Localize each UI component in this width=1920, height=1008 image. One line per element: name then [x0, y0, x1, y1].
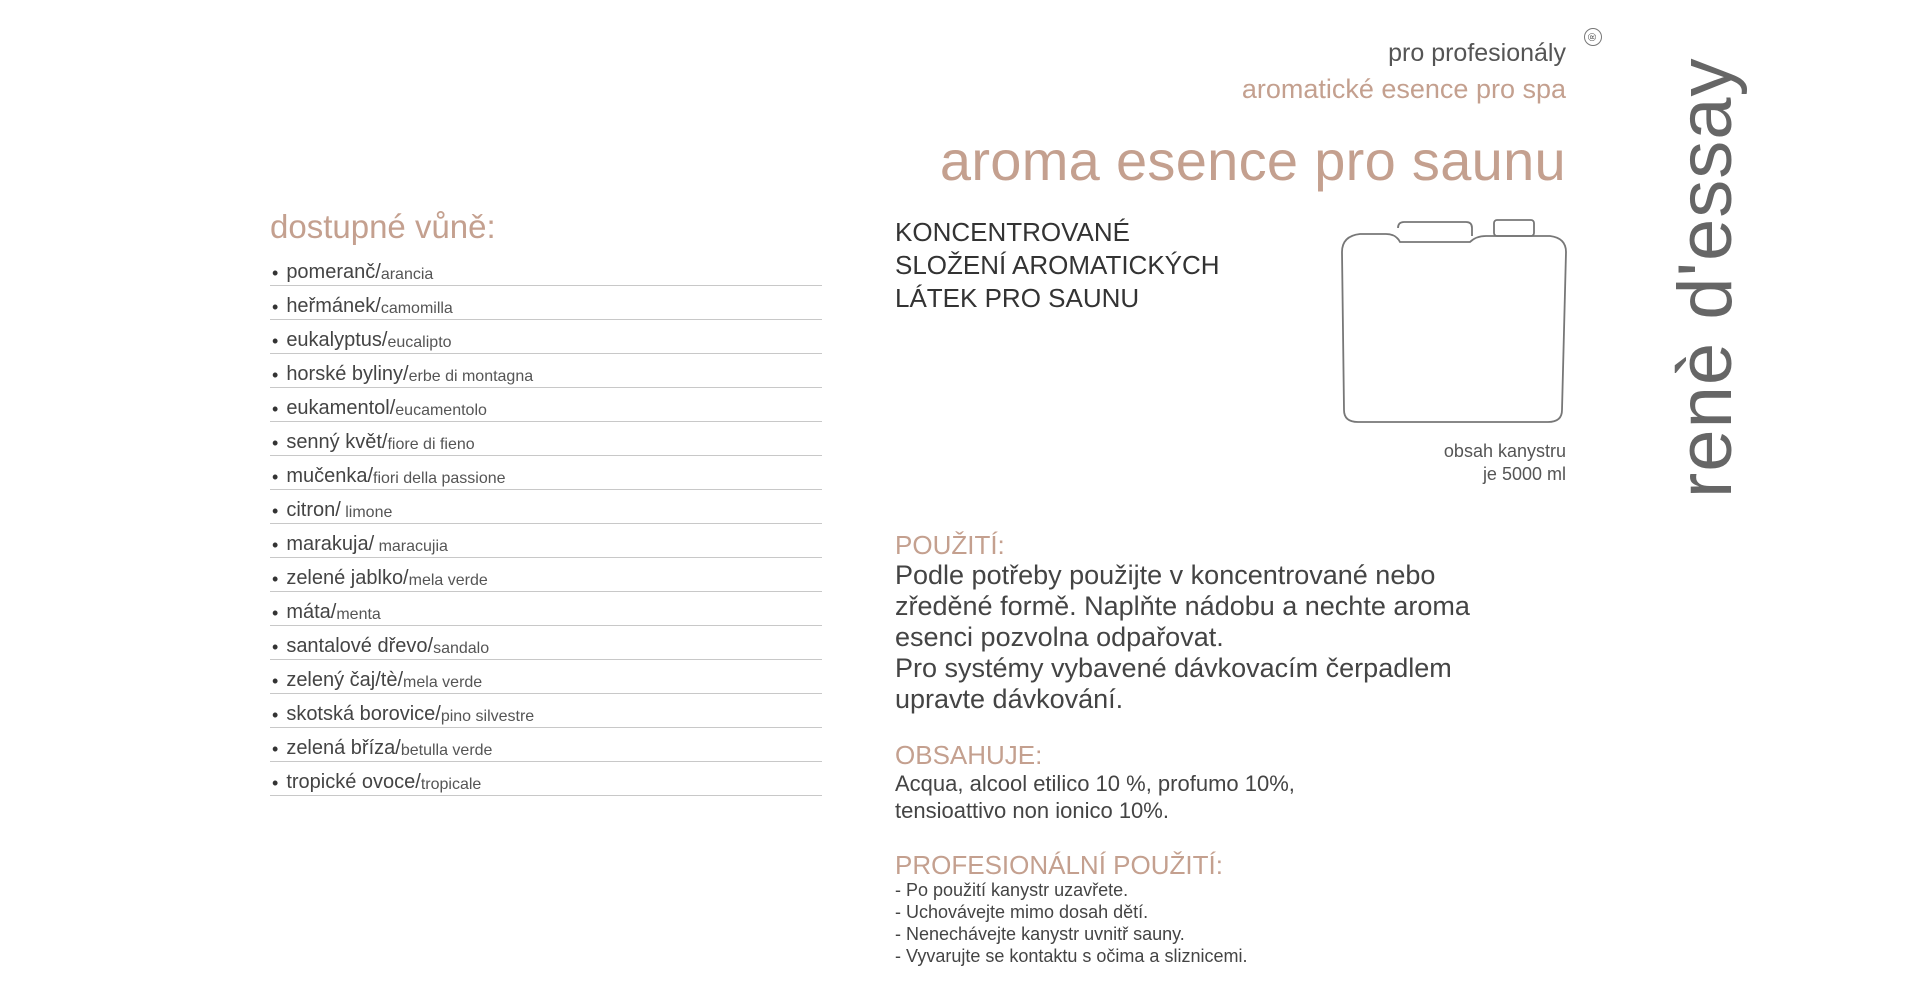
scent-translation: mela verde — [408, 572, 488, 589]
tagline-professionals: pro profesionály — [1388, 39, 1566, 67]
scent-name: horské byliny/ — [286, 363, 409, 385]
scent-item — [270, 524, 822, 558]
scent-translation: camomilla — [380, 300, 453, 317]
scent-item — [270, 286, 822, 320]
usage-heading: POUŽITÍ: — [895, 530, 1005, 560]
usage-line: zředěné formě. Naplňte nádobu a nechte aroma — [895, 591, 1470, 621]
scent-translation: fiori della passione — [373, 470, 506, 487]
scent-name: skotská borovice/ — [286, 703, 441, 725]
scent-item — [270, 252, 822, 286]
volume-line: obsah kanystru — [1443, 441, 1566, 461]
scent-item — [270, 660, 822, 694]
canister-volume — [1444, 440, 1566, 486]
bullet: • — [272, 535, 279, 555]
bullet: • — [272, 297, 279, 317]
bullet: • — [272, 773, 279, 793]
scent-translation: arancia — [380, 266, 434, 283]
usage-line: Podle potřeby použijte v koncentrované nebo — [895, 560, 1436, 590]
concentrate-line: LÁTEK PRO SAUNU — [895, 283, 1140, 313]
scent-item — [270, 592, 822, 626]
usage-line: upravte dávkování. — [895, 684, 1124, 714]
bullet: • — [272, 671, 279, 691]
scent-translation: tropicale — [420, 776, 482, 793]
scent-list — [270, 252, 822, 796]
usage-line: esenci pozvolna odpařovat. — [895, 622, 1224, 652]
scent-name: citron/ — [286, 499, 341, 521]
professional-use-heading: PROFESIONÁLNÍ POUŽITÍ: — [895, 850, 1223, 880]
scent-name: tropické ovoce/ — [286, 771, 421, 793]
page-title: aroma esence pro saunu — [939, 129, 1566, 192]
bullet: • — [272, 603, 279, 623]
scents-heading: dostupné vůně: — [270, 208, 496, 245]
scent-translation: erbe di montagna — [408, 368, 534, 385]
contains-heading: OBSAHUJE: — [895, 740, 1043, 770]
bullet: • — [272, 705, 279, 725]
professional-use-item: - Vyvarujte se kontaktu s očima a sliznicemi. — [895, 946, 1248, 966]
canister-icon — [1336, 216, 1572, 433]
scent-name: marakuja/ — [286, 533, 375, 555]
bullet: • — [272, 501, 279, 521]
scent-translation: eucamentolo — [395, 402, 487, 419]
scent-name: zelený čaj/tè/ — [286, 669, 404, 691]
concentrate-description — [895, 216, 1220, 315]
scent-item — [270, 490, 822, 524]
concentrate-line: KONCENTROVANÉ — [895, 217, 1130, 247]
scent-item — [270, 694, 822, 728]
scent-name: máta/ — [286, 601, 337, 623]
scent-name: heřmánek/ — [286, 295, 381, 317]
scent-translation: maracujia — [374, 538, 448, 555]
scent-translation: fiore di fieno — [387, 436, 475, 453]
registered-mark: ® — [1584, 28, 1602, 46]
scent-item — [270, 422, 822, 456]
scent-translation: limone — [340, 504, 393, 521]
professional-use-item: - Po použití kanystr uzavřete. — [895, 880, 1129, 900]
scent-name: senný květ/ — [286, 431, 388, 453]
volume-line: je 5000 ml — [1482, 464, 1566, 484]
header-tagline — [1242, 36, 1566, 108]
scent-item — [270, 728, 822, 762]
scent-item — [270, 762, 822, 796]
bullet: • — [272, 637, 279, 657]
tagline-spa-essences: aromatické esence pro spa — [1241, 74, 1566, 104]
contains-text — [895, 770, 1295, 824]
scent-name: eukalyptus/ — [286, 329, 388, 351]
brand-logo: renè d'essay — [1663, 57, 1748, 498]
scent-name: mučenka/ — [286, 465, 374, 487]
usage-text — [895, 560, 1535, 715]
scent-name: zelené jablko/ — [286, 567, 409, 589]
scent-name: santalové dřevo/ — [286, 635, 434, 657]
bullet: • — [272, 467, 279, 487]
bullet: • — [272, 569, 279, 589]
scent-item — [270, 320, 822, 354]
scent-name: zelená bříza/ — [286, 737, 401, 759]
scent-translation: mela verde — [403, 674, 483, 691]
scent-translation: betulla verde — [400, 742, 493, 759]
scent-item — [270, 456, 822, 490]
concentrate-line: SLOŽENÍ AROMATICKÝCH — [895, 250, 1220, 280]
scent-item — [270, 626, 822, 660]
bullet: • — [272, 433, 279, 453]
scent-name: eukamentol/ — [286, 397, 396, 419]
scent-name: pomeranč/ — [286, 261, 381, 283]
contains-line: tensioattivo non ionico 10%. — [895, 798, 1169, 823]
scent-translation: menta — [336, 606, 381, 623]
scent-translation: eucalipto — [387, 334, 452, 351]
contains-line: Acqua, alcool etilico 10 %, profumo 10%, — [895, 771, 1295, 796]
bullet: • — [272, 365, 279, 385]
scent-item — [270, 388, 822, 422]
scent-translation: pino silvestre — [440, 708, 535, 725]
professional-use-item: - Uchovávejte mimo dosah dětí. — [895, 902, 1149, 922]
usage-line: Pro systémy vybavené dávkovacím čerpadlem — [895, 653, 1452, 683]
scent-translation: sandalo — [433, 640, 490, 657]
scent-item — [270, 354, 822, 388]
bullet: • — [272, 399, 279, 419]
bullet: • — [272, 263, 279, 283]
bullet: • — [272, 739, 279, 759]
professional-use-list — [895, 879, 1247, 967]
scent-item — [270, 558, 822, 592]
bullet: • — [272, 331, 279, 351]
professional-use-item: - Nenechávejte kanystr uvnitř sauny. — [895, 924, 1185, 944]
